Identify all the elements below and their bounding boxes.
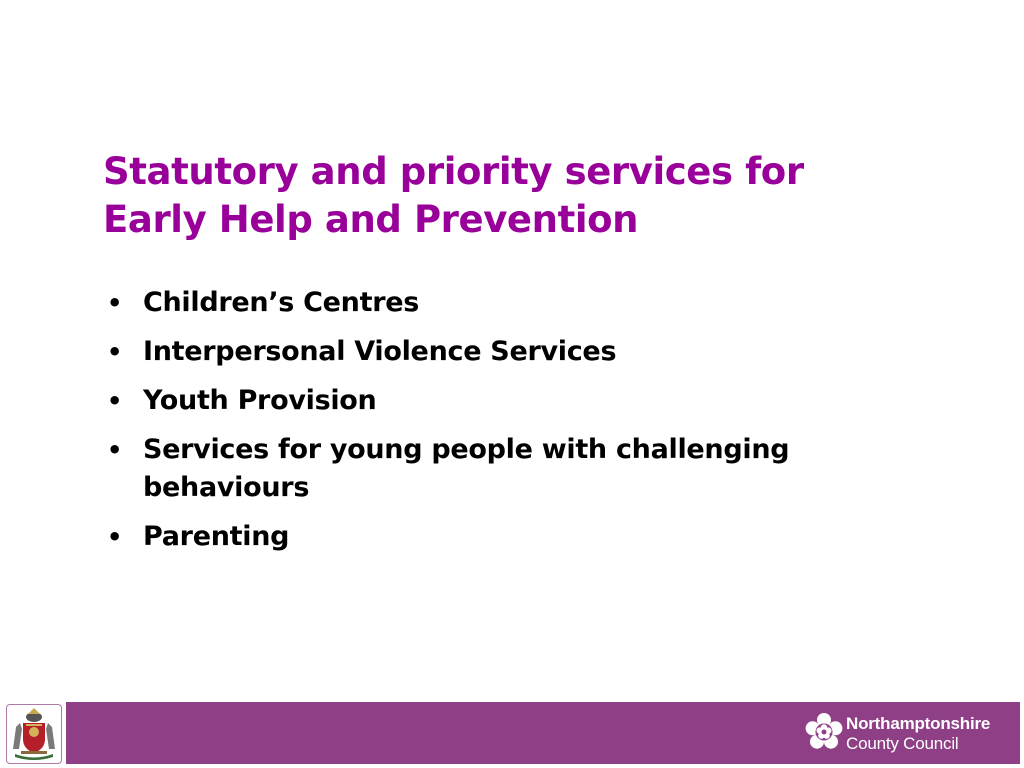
title-line-2: Early Help and Prevention xyxy=(103,198,639,241)
footer xyxy=(0,702,1024,768)
bullet-marker: • xyxy=(107,289,123,317)
bullet-marker: • xyxy=(107,523,123,551)
bullet-text: Interpersonal Violence Services xyxy=(143,336,617,367)
council-logo xyxy=(804,712,1004,756)
slide-title xyxy=(103,148,963,244)
bullet-text: Youth Provision xyxy=(143,385,377,416)
council-logo-text xyxy=(846,714,990,754)
bullet-item xyxy=(103,518,923,556)
bullet-list xyxy=(103,284,923,567)
rose-emblem-icon xyxy=(804,712,844,752)
bullet-item xyxy=(103,333,923,371)
council-name-line-2: County Council xyxy=(846,734,959,753)
bullet-item xyxy=(103,431,923,507)
bullet-item xyxy=(103,382,923,420)
title-line-1: Statutory and priority services for xyxy=(103,150,804,193)
bullet-text: Services for young people with challenging behaviours xyxy=(143,434,790,503)
bullet-marker: • xyxy=(107,387,123,415)
bullet-text: Parenting xyxy=(143,521,290,552)
bullet-marker: • xyxy=(107,338,123,366)
council-name-line-1: Northamptonshire xyxy=(846,714,991,733)
coat-of-arms-icon xyxy=(6,704,62,764)
bullet-text: Children’s Centres xyxy=(143,287,420,318)
bullet-item xyxy=(103,284,923,322)
bullet-marker: • xyxy=(107,436,123,464)
